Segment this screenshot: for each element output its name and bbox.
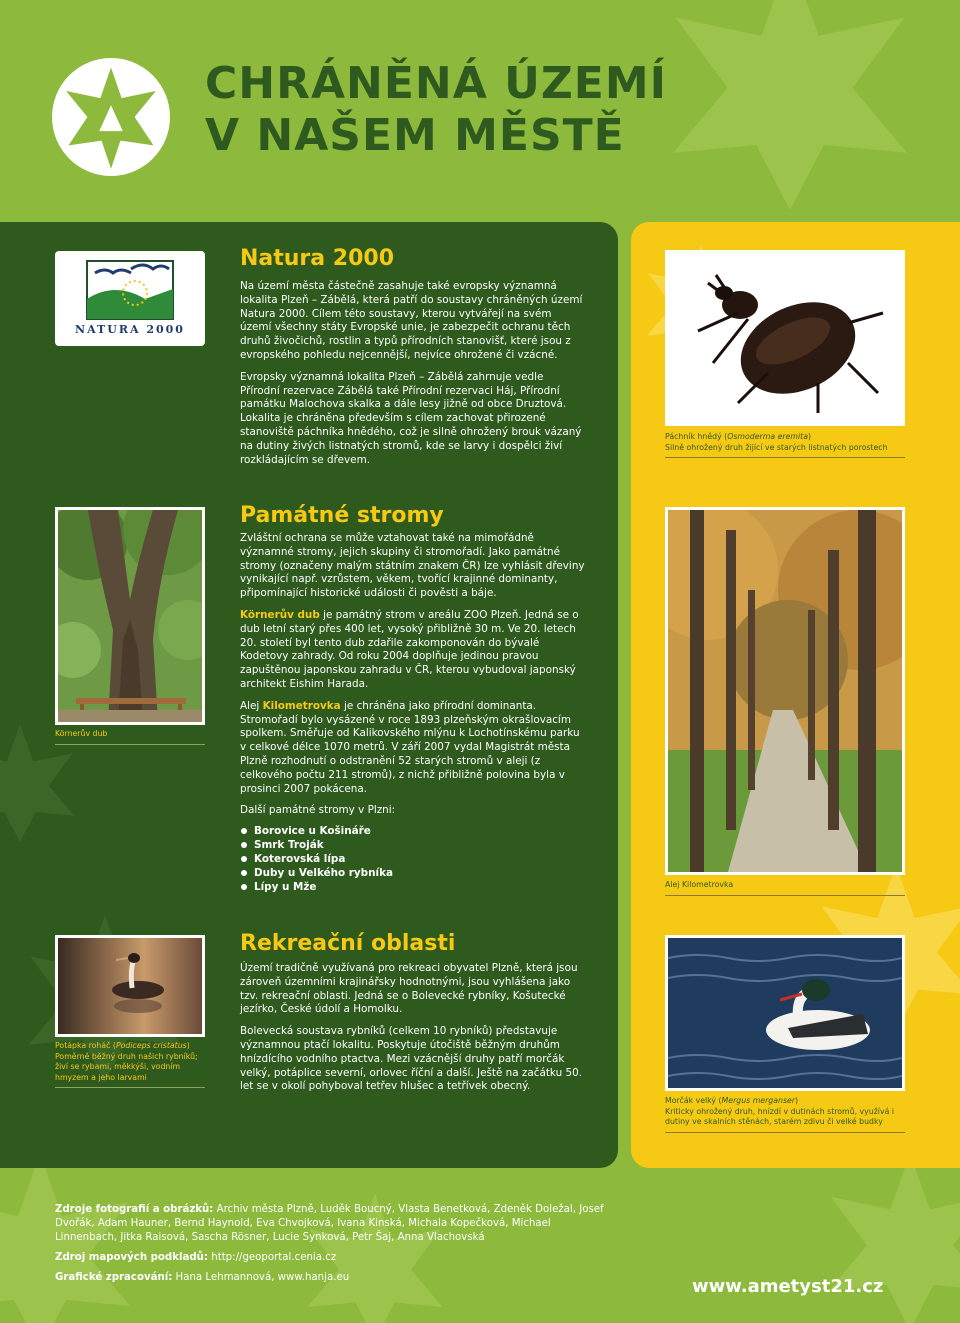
beetle-caption — [665, 432, 905, 458]
oak-image — [58, 510, 202, 722]
grebe-caption-latin: Podiceps cristatus — [115, 1041, 187, 1050]
natura-paragraph-1: Na území města částečně zasahuje také evropsky významná lokalita Plzeň – Zábělá, která patří do soustavy chráněných území Natura 2000. Cílem této soustavy, kterou vytvářejí na svém území všechny státy Evropské unie, je zabezpečit ochranu těch druhů živočichů, rostlin a typů přírodních stanovišť, které jsou z evropského pohledu nejcennější, nejvíce ohrožené či vzácné. — [240, 280, 583, 361]
beetle-caption-latin: Osmoderma eremita — [727, 432, 808, 441]
photo-credits-label: Zdroje fotografií a obrázků: — [55, 1204, 214, 1215]
recreation-heading: Rekreační oblasti — [240, 931, 456, 956]
list-item: Lípy u Mže — [240, 880, 585, 894]
title-line-2: V NAŠEM MĚSTĚ — [205, 110, 625, 161]
natura-logo-text: NATURA 2000 — [75, 323, 185, 336]
recreation-paragraph-1: Území tradičně využívaná pro rekreaci obyvatel Plzně, která jsou zároveň územními krajinářsky hodnotnými, jsou vyhlášena jako tzv. rekreační oblasti. Jedná se o Bolevecké rybníky, Košutecké jezírko, České údolí a Homolku. — [240, 962, 578, 1016]
trees-paragraph-2 — [240, 609, 585, 692]
natura-logo — [55, 251, 205, 346]
grebe-image — [58, 938, 202, 1034]
title-line-1: CHRÁNĚNÁ ÚZEMÍ — [205, 58, 667, 109]
natura-paragraph-2: Evropsky významná lokalita Plzeň – Zábělá zahrnuje vedle Přírodní rezervace Zábělá také Přírodní rezervaci Háj, Přírodní památku Malochova skalka a dále lesy jižně od obce Druztová. Lokalita je chráněna především s cílem zachovat přirozené stanoviště páchníka hnědého, což je silně ohrožený brouk vázaný na dutiny živých listnatých stromů, kde se larvy i dospělci živí rozkládajícím se dřevem. — [240, 370, 582, 466]
grebe-caption — [55, 1041, 205, 1088]
trees-list — [240, 824, 585, 894]
beetle-photo — [665, 250, 905, 426]
merganser-caption-end: ) — [795, 1096, 799, 1105]
oak-photo — [55, 507, 205, 725]
graphic-credits-text: Hana Lehmannová, www.hanja.eu — [172, 1272, 350, 1283]
graphic-credits — [55, 1271, 615, 1285]
grebe-caption-name: Potápka roháč ( — [55, 1041, 116, 1050]
footer-credits — [55, 1203, 615, 1291]
beetle-image — [668, 253, 902, 423]
map-credits-text: http://geoportal.cenia.cz — [208, 1252, 337, 1263]
merganser-photo — [665, 935, 905, 1091]
trees-paragraph-2-text: je památný strom v areálu ZOO Plzeň. Jedná se o dub letní starý přes 400 let, vysoký přibližně 30 m. Ve 20. letech 20. století byl tento dub zdařile zakomponován do bývalé Kodetovy zahrady. Od roku 2004 doplňuje jedinou pravou zapuštěnou japonskou zahradu v ČR, kterou vybudoval japonský architekt Eishim Harada. — [240, 608, 579, 690]
list-item: Smrk Troják — [240, 838, 585, 852]
alley-photo — [665, 507, 905, 875]
merganser-caption-desc: Kriticky ohrožený druh, hnízdí v dutinách stromů, využívá i dutiny ve skalních stěnách, starém zdivu či velké budky — [665, 1106, 895, 1126]
merganser-image — [668, 938, 902, 1088]
map-credits-label: Zdroj mapových podkladů: — [55, 1252, 208, 1263]
bg-star-icon — [660, 0, 920, 210]
beetle-caption-desc: Silně ohrožený druh žijící ve starých listnatých porostech — [665, 442, 888, 452]
star-logo-icon — [52, 58, 170, 176]
trees-paragraph-3 — [240, 700, 585, 797]
page-title — [205, 58, 667, 162]
recreation-text — [240, 962, 585, 1100]
trees-paragraph-3-text: je chráněna jako přírodní dominanta. Stromořadí bylo vysázené v roce 1893 plzeňským okrašlovacím spolkem. Směřuje od Kalikovského mlýnu k Lochotínskému parku v celkové délce 1070 metrů. V září 2007 vydal Magistrát města Plzně rozhodnutí o odstranění 52 starých stromů v aleji (z celkového počtu 211 stromů), z nichž přibližně polovina byla v prosinci 2007 pokácena. — [240, 699, 580, 795]
list-item: Duby u Velkého rybníka — [240, 866, 585, 880]
trees-paragraph-3-pre: Alej — [240, 699, 263, 712]
grebe-caption-desc: Poměrně běžný druh našich rybníků; živí se rybami, měkkýši, vodním hmyzem a jeho larvami — [55, 1051, 198, 1082]
recreation-paragraph-2: Bolevecká soustava rybníků (celkem 10 rybníků) představuje významnou ptačí lokalitu. Poskytuje útočiště běžným druhům hnízdícího vodního ptactva. Mezi vzácnější druhy patří morčák velký, potáplice severní, orlovec říční a další. Ještě na začátku 50. let se v okolí pohyboval tetřev hlušec a tetřívek obecný. — [240, 1025, 583, 1093]
oak-caption: Körnerův dub — [55, 729, 205, 745]
trees-heading: Památné stromy — [240, 503, 444, 528]
graphic-credits-label: Grafické zpracování: — [55, 1272, 173, 1283]
merganser-caption — [665, 1096, 905, 1133]
beetle-caption-name: Páchník hnědý ( — [665, 432, 728, 441]
trees-paragraph-1: Zvláštní ochrana se může vztahovat také na mimořádně významné stromy, jejich skupiny či stromořadí. Jako památné stromy (označeny malým státním znakem ČR) lze vyhlásit dřeviny vynikající např. vzrůstem, věkem, tvořící krajinné dominanty, připomínající historické události či pověsti a báje. — [240, 532, 585, 600]
merganser-caption-name: Morčák velký ( — [665, 1096, 722, 1105]
list-item: Borovice u Košináře — [240, 824, 585, 838]
grebe-caption-end: ) — [186, 1041, 190, 1050]
photo-credits — [55, 1203, 615, 1245]
merganser-caption-latin: Mergus merganser — [721, 1096, 796, 1105]
bg-star-icon — [820, 1150, 960, 1323]
natura-heading: Natura 2000 — [240, 246, 395, 271]
beetle-caption-end: ) — [808, 432, 812, 441]
grebe-photo — [55, 935, 205, 1037]
kilometrovka-highlight: Kilometrovka — [262, 699, 341, 712]
list-item: Koterovská lípa — [240, 852, 585, 866]
map-credits — [55, 1251, 615, 1265]
trees-paragraph-4: Další památné stromy v Plzni: — [240, 804, 396, 817]
photo-credits-text: Archiv města Plzně, Luděk Boucný, Vlasta Benetková, Zdeněk Doležal, Josef Dvořák, Adam Hauner, Bernd Haynold, Eva Chvojková, Ivana Kinská, Michala Kopečková, Michael Linnenbach, Jitka Raisová, Sascha Rösner, Lucie Synková, Petr Šaj, Anna Vlachovská — [55, 1204, 604, 1243]
natura-text — [240, 280, 585, 473]
website-link[interactable]: www.ametyst21.cz — [692, 1276, 884, 1297]
alley-image — [668, 510, 902, 872]
korner-oak-highlight: Körnerův dub — [240, 608, 320, 621]
alley-caption: Alej Kilometrovka — [665, 880, 905, 896]
trees-text — [240, 532, 585, 894]
